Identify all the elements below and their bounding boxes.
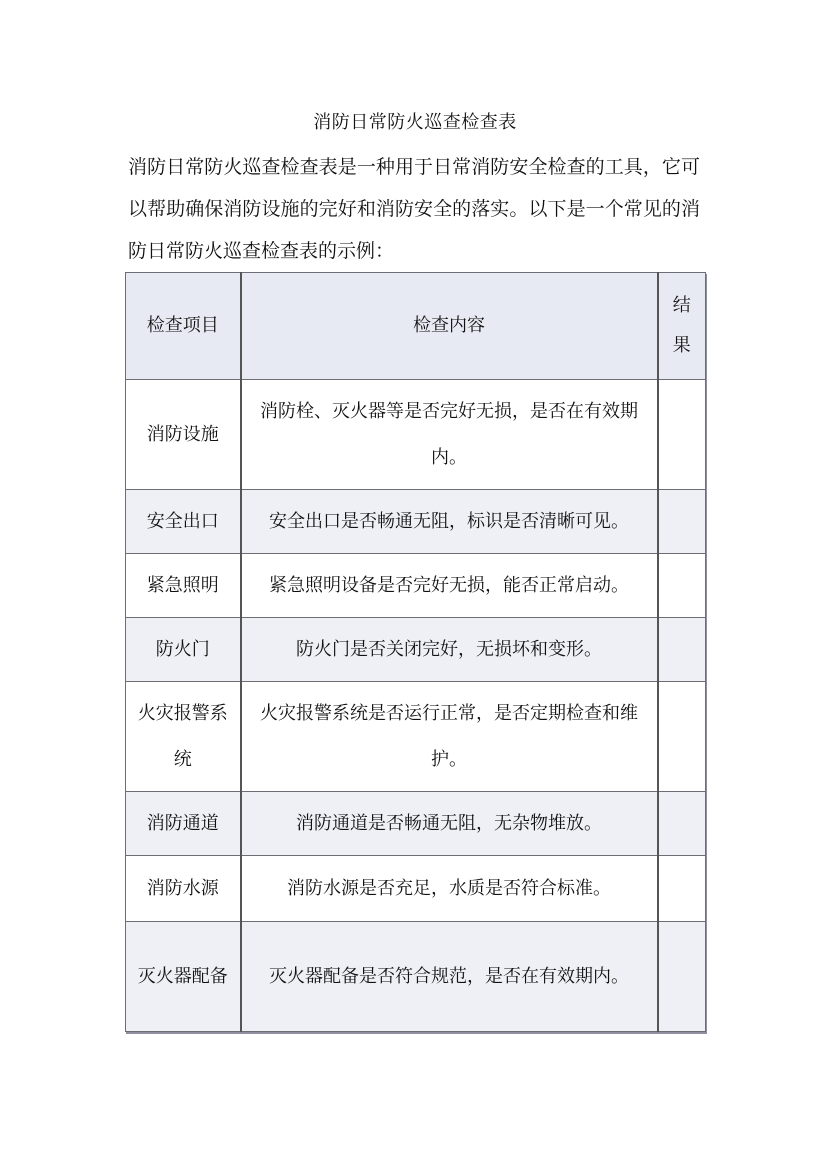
row-result[interactable] bbox=[658, 380, 706, 490]
row-item: 消防通道 bbox=[126, 792, 241, 856]
header-result-label: 结果 bbox=[672, 295, 691, 356]
row-item: 消防水源 bbox=[126, 856, 241, 922]
row-content: 灭火器配备是否符合规范，是否在有效期内。 bbox=[241, 922, 658, 1032]
header-content: 检查内容 bbox=[241, 273, 658, 380]
table-row bbox=[126, 682, 706, 792]
row-content: 防火门是否关闭完好，无损坏和变形。 bbox=[241, 618, 658, 682]
table-row bbox=[126, 490, 706, 554]
row-result[interactable] bbox=[658, 856, 706, 922]
row-item: 火灾报警系统 bbox=[126, 682, 241, 792]
row-item: 紧急照明 bbox=[126, 554, 241, 618]
inspection-table bbox=[125, 272, 706, 1032]
row-item: 防火门 bbox=[126, 618, 241, 682]
row-result[interactable] bbox=[658, 682, 706, 792]
table-row bbox=[126, 380, 706, 490]
row-item: 安全出口 bbox=[126, 490, 241, 554]
row-content: 安全出口是否畅通无阻，标识是否清晰可见。 bbox=[241, 490, 658, 554]
table-row bbox=[126, 792, 706, 856]
table-header-row bbox=[126, 273, 706, 380]
row-content: 火灾报警系统是否运行正常，是否定期检查和维护。 bbox=[241, 682, 658, 792]
row-result[interactable] bbox=[658, 618, 706, 682]
intro-paragraph: 消防日常防火巡查检查表是一种用于日常消防安全检查的工具，它可以帮助确保消防设施的完好和消防安全的落实。以下是一个常见的消防日常防火巡查检查表的示例： bbox=[128, 156, 700, 262]
table-row bbox=[126, 856, 706, 922]
row-result[interactable] bbox=[658, 554, 706, 618]
document-title: 消防日常防火巡查检查表 bbox=[313, 112, 517, 133]
row-result[interactable] bbox=[658, 490, 706, 554]
row-result[interactable] bbox=[658, 922, 706, 1032]
row-result[interactable] bbox=[658, 792, 706, 856]
row-content: 消防栓、灭火器等是否完好无损，是否在有效期内。 bbox=[241, 380, 658, 490]
table-row bbox=[126, 618, 706, 682]
row-content: 消防通道是否畅通无阻，无杂物堆放。 bbox=[241, 792, 658, 856]
header-item: 检查项目 bbox=[126, 273, 241, 380]
row-item: 消防设施 bbox=[126, 380, 241, 490]
row-content: 消防水源是否充足，水质是否符合标准。 bbox=[241, 856, 658, 922]
table-row bbox=[126, 554, 706, 618]
row-content: 紧急照明设备是否完好无损，能否正常启动。 bbox=[241, 554, 658, 618]
table-row bbox=[126, 922, 706, 1032]
header-result bbox=[658, 273, 706, 380]
row-item: 灭火器配备 bbox=[126, 922, 241, 1032]
